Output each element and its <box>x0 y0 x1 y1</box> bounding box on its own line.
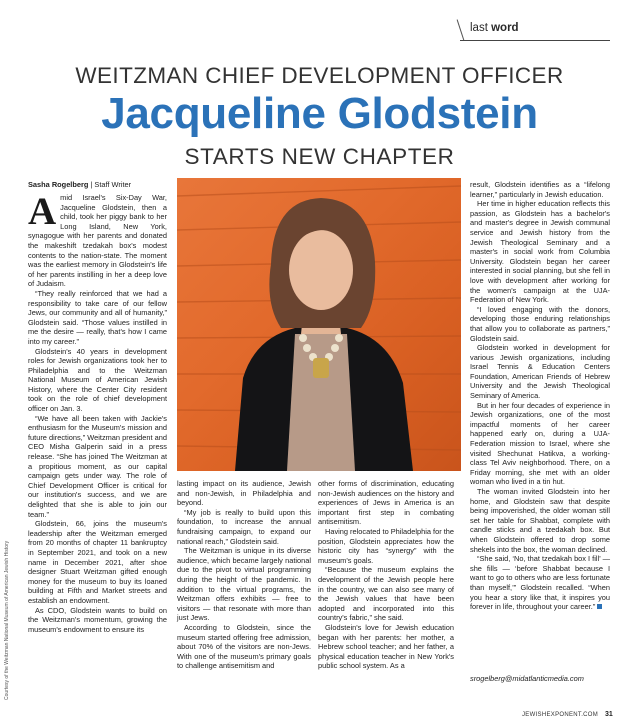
article-column-4 <box>470 180 610 612</box>
paragraph: Glodstein worked in development for various Jewish organizations, including Israel Tennis & Education Centers Foundation, American Friends of Hebrew University and the Jewish Theological Seminary of America. <box>470 343 610 401</box>
paragraph: result, Glodstein identifies as a “lifelong learner,” particularly in Jewish education. <box>470 180 610 199</box>
paragraph: “My job is really to build upon this foundation, to increase the annual fundraising campaign, to expand our national reach,” Glodstein said. <box>177 507 311 546</box>
byline <box>28 180 131 189</box>
paragraph: Her time in higher education reflects this passion, as Glodstein has a bachelor's and master's degree in Jewish communal service and Jewish history from the Jewish Theological Seminary and a master's in social work from Columbia University. Glodstein began her career interested in social planning, but she fell in love with development after working for the women's campaign at the UJA-Federation of New York. <box>470 199 610 305</box>
paragraph: Glodstein, 66, joins the museum's leadership after the Weitzman emerged from 20 months of chapter 11 bankruptcy in September 2021, and took on a new name in December 2021, after shoe designer Stuart Weitzman gifted enough money for the museum to buy its loaned building at Fifth and Market streets and establish an endowment. <box>28 519 167 605</box>
byline-role: | Staff Writer <box>88 180 132 189</box>
paragraph: According to Glodstein, since the museum started offering free admission, about 70% of the visitors are non-Jews. With one of the museum's primary goals to challenge antisemitism and <box>177 622 311 671</box>
section-tag <box>470 22 519 34</box>
paragraph: “Because the museum explains the development of the Jewish people here in the country, we can also see many of the Jewish values that have been adopted and incorporated into this country's fabric,” she said. <box>318 565 454 623</box>
section-slash <box>457 19 465 40</box>
paragraph: other forms of discrimination, educating non-Jewish audiences on the history and experiences of Jews in America is an important first step in combating antisemitism. <box>318 479 454 527</box>
section-part1: last <box>470 22 492 34</box>
paragraph: “They really reinforced that we had a responsibility to take care of our fellow Jews, our community and all of humanity,” Glodstein said. “Those values instilled in me the desire — really, that's how I came into my career.” <box>28 288 167 346</box>
paragraph: “I loved engaging with the donors, developing those enduring relationships that allow you to collaborate as partners,” Glodstein said. <box>470 304 610 343</box>
paragraph: “We have all been taken with Jackie's enthusiasm for the Museum's mission and future directions,” Weitzman president and CEO Misha Galperin said in a press release. “She has joined The Weitzman at a propitious moment, as our capital campaign gets under way. The role of Chief Development Officer is critical for our institution's success, and we are delighted that she is able to join our team.” <box>28 413 167 519</box>
end-mark <box>597 604 602 609</box>
paragraph: The Weitzman is unique in its diverse audience, which became largely national due to the pivot to virtual programming during the height of the pandemic. In addition to the virtual programs, the Weitzman offers exhibits — free to visitors — that resonate with more than just Jews. <box>177 546 311 623</box>
drop-cap: A <box>28 190 57 233</box>
portrait-illustration <box>177 178 461 471</box>
headline-kicker2: STARTS NEW CHAPTER <box>184 144 455 169</box>
paragraph: Glodstein's 40 years in development roles for Jewish organizations took her to Philadelphia and to the Weitzman National Museum of American Jewish History, where the Center City resident took on the role of chief development officer on Jan. 3. <box>28 346 167 414</box>
paragraph: Glodstein's love for Jewish education began with her parents: her mother, a Hebrew school teacher; and her father, a physical education teacher in New York's public school system. As a <box>318 622 454 671</box>
footer-url[interactable]: JEWISHEXPONENT.COM <box>522 712 599 718</box>
paragraph: The woman invited Glodstein into her home, and Glodstein saw that despite being impoverished, the older woman still set her table for Shabbat, complete with candle sticks and a tzedakah box. But when Glodstein offered to drop some shekels into the box, the woman declined. <box>470 487 610 554</box>
section-part2: word <box>491 22 519 34</box>
photo-credit: Courtesy of the Weitzman National Museum of American Jewish History <box>4 540 10 700</box>
portrait-photo <box>177 178 461 471</box>
author-email[interactable]: srogelberg@midatlanticmedia.com <box>470 674 584 683</box>
paragraph: Amid Israel's Six-Day War, Jacqueline Glodstein, then a child, took her piggy bank to her Long Island, New York, synagogue with her parents and donated the makeshift tzedakah box's modest contents to the nation-state. The moment was the earliest memory in Glodstein's life of her parents instilling in her a deep love of Judaism. <box>28 190 167 289</box>
section-rule <box>460 40 610 41</box>
byline-author: Sasha Rogelberg <box>28 180 89 189</box>
paragraph: But in her four decades of experience in Jewish organizations, one of the most impactful moments of her career happened early on, during a UJA-Federation mission to Israel, where she visited Shechunat Hatikva, a working-class Tel Aviv neighborhood. There, on a Friday morning, she met with an older woman who lived in a tin hut. <box>470 400 610 487</box>
article-column-2 <box>177 479 311 671</box>
article-column-3 <box>318 479 454 671</box>
paragraph: Having relocated to Philadelphia for the position, Glodstein appreciates how the historic city has “synergy” with the museum's goals. <box>318 526 455 565</box>
paragraph: lasting impact on its audience, Jewish and non-Jewish, in Philadelphia and beyond. <box>177 479 311 508</box>
headline-kicker: WEITZMAN CHIEF DEVELOPMENT OFFICER <box>75 63 564 88</box>
page-number: 31 <box>605 711 613 718</box>
article-column-1 <box>28 190 167 634</box>
paragraph: “She said, ‘No, that tzedakah box I fill’ — she fills — ‘before Shabbat because I want to go to others who are less fortunate than myself,’” Glodstein recalled. “When you hear a story like that, it inspires you forever in life, throughout your career.” <box>470 554 610 612</box>
paragraph: As CDO, Glodstein wants to build on the Weitzman's momentum, growing the museum's endowment to ensure its <box>28 605 167 634</box>
headline-name: Jacqueline Glodstein <box>101 89 538 138</box>
